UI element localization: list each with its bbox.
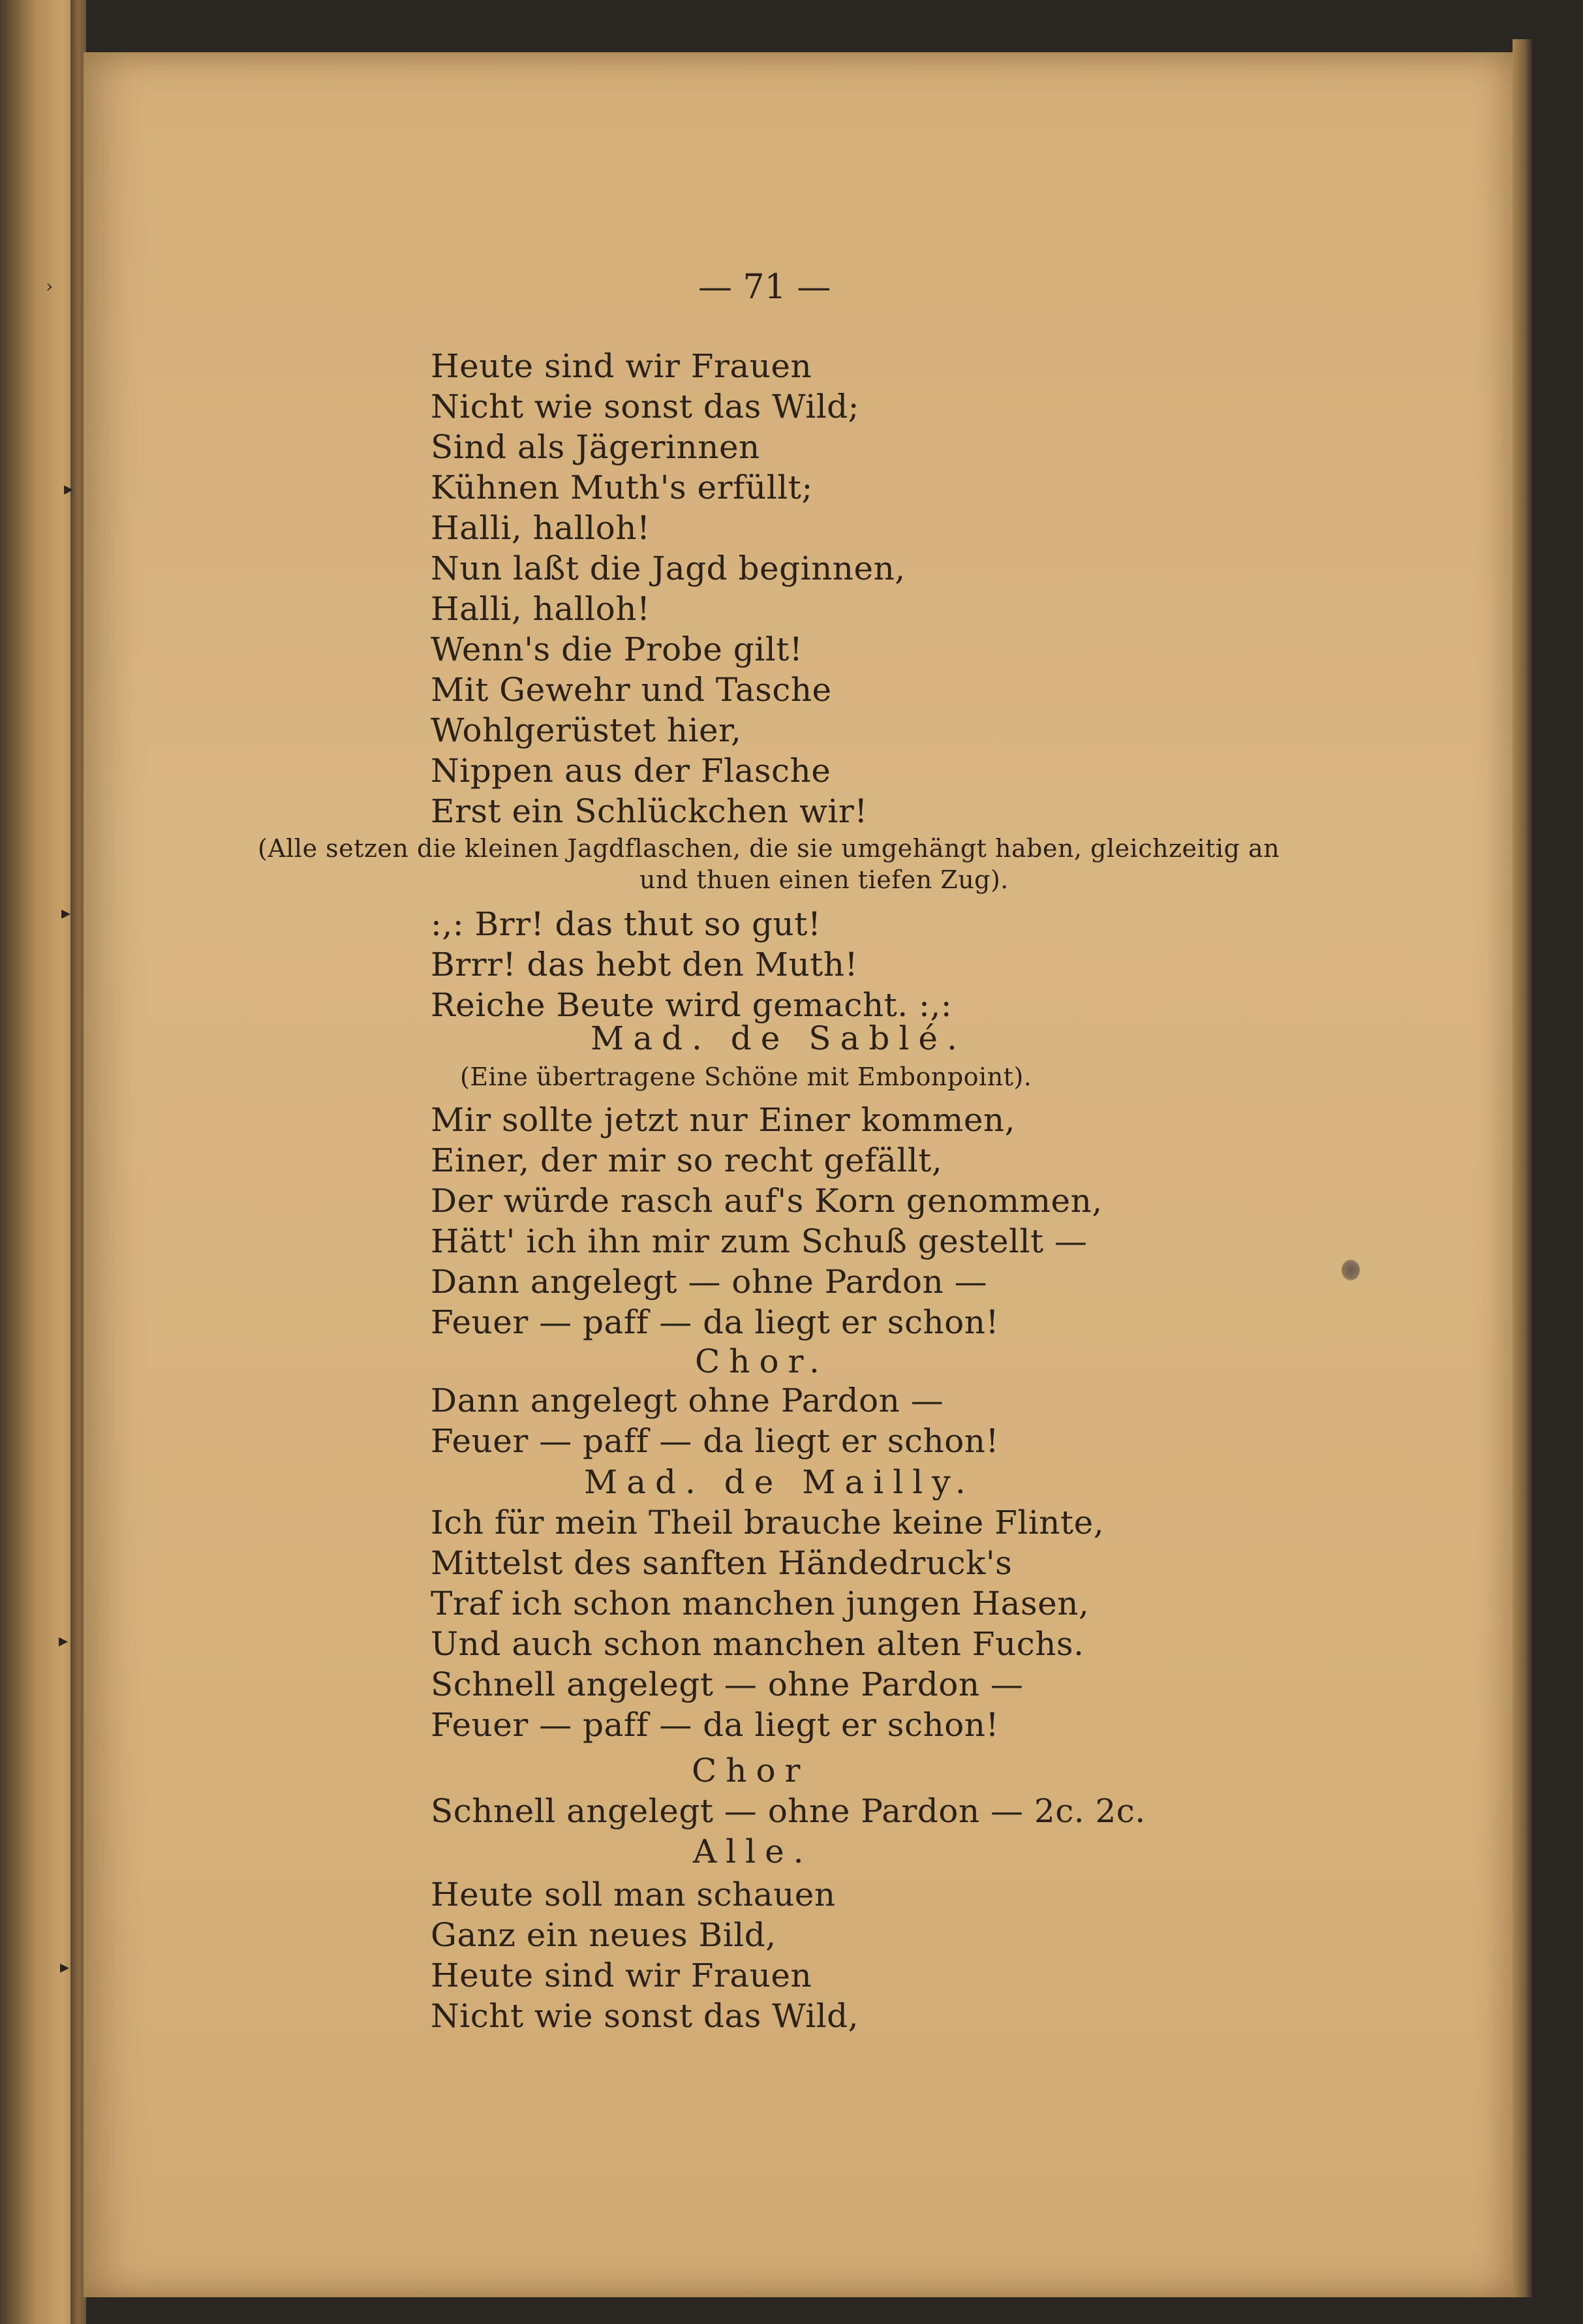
verse-line: Einer, der mir so recht gefällt, — [431, 1141, 943, 1179]
verse-line: Hätt' ich ihn mir zum Schuß gestellt — — [431, 1222, 1088, 1260]
verse-line: Wohlgerüstet hier, — [431, 711, 742, 749]
verse-line: Heute sind wir Frauen — [431, 347, 812, 385]
verse-line: Traf ich schon manchen jungen Hasen, — [431, 1585, 1090, 1622]
verse-line: Dann angelegt — ohne Pardon — — [431, 1263, 988, 1301]
verse-line: Feuer — paff — da liegt er schon! — [431, 1422, 1000, 1460]
verse-line: Heute soll man schauen — [431, 1876, 836, 1913]
margin-mark: ▸ — [59, 1630, 69, 1651]
verse-line: Halli, halloh! — [431, 590, 651, 628]
verse-line: :,: Brr! das thut so gut! — [431, 905, 822, 943]
margin-mark: ▸ — [61, 902, 71, 923]
character-note: (Eine übertragene Schöne mit Embonpoint). — [460, 1062, 1032, 1091]
margin-mark: ▸ — [60, 1956, 70, 1977]
stage-direction-line: und thuen einen tiefen Zug). — [639, 865, 1009, 894]
verse-line: Nicht wie sonst das Wild; — [431, 388, 860, 426]
verse-line: Schnell angelegt — ohne Pardon — — [431, 1666, 1024, 1703]
verse-line: Dann angelegt ohne Pardon — — [431, 1382, 944, 1419]
verse-line: Nun laßt die Jagd beginnen, — [431, 550, 906, 587]
speaker-heading: Mad. de Sablé. — [591, 1019, 966, 1057]
stage-direction-line: (Alle setzen die kleinen Jagdflaschen, die sie umgehängt haben, gleichzeitig an — [258, 834, 1280, 863]
speaker-heading: Alle. — [693, 1833, 813, 1870]
verse-line: Mittelst des sanften Händedruck's — [431, 1544, 1013, 1582]
verse-line: Reiche Beute wird gemacht. :,: — [431, 986, 953, 1024]
verse-line: Brrr! das hebt den Muth! — [431, 946, 859, 984]
verse-line: Feuer — paff — da liegt er schon! — [431, 1303, 1000, 1341]
verse-line: Ich für mein Theil brauche keine Flinte, — [431, 1504, 1105, 1542]
paper-stain — [1342, 1260, 1360, 1280]
margin-mark: › — [46, 275, 54, 297]
verse-line: Ganz ein neues Bild, — [431, 1916, 776, 1954]
margin-mark: ▸ — [64, 478, 74, 499]
verse-line: Schnell angelegt — ohne Pardon — 2c. 2c. — [431, 1792, 1146, 1830]
verse-line: Mir sollte jetzt nur Einer kommen, — [431, 1101, 1016, 1139]
verse-line: Mit Gewehr und Tasche — [431, 671, 832, 709]
verse-line: Feuer — paff — da liegt er schon! — [431, 1706, 1000, 1744]
verse-line: Der würde rasch auf's Korn genommen, — [431, 1182, 1103, 1220]
speaker-heading: Mad. de Mailly. — [584, 1463, 975, 1501]
chorus-heading: Chor. — [695, 1342, 829, 1380]
verse-line: Nicht wie sonst das Wild, — [431, 1997, 859, 2035]
verse-line: Heute sind wir Frauen — [431, 1957, 812, 1994]
verse-line: Kühnen Muth's erfüllt; — [431, 469, 813, 506]
verse-line: Nippen aus der Flasche — [431, 752, 831, 790]
verse-line: Und auch schon manchen alten Fuchs. — [431, 1625, 1084, 1663]
chorus-heading: Chor — [692, 1752, 810, 1789]
verse-line: Wenn's die Probe gilt! — [431, 630, 803, 668]
verse-line: Halli, halloh! — [431, 509, 651, 547]
page-edge-shadow — [1513, 39, 1532, 2297]
verse-line: Erst ein Schlückchen wir! — [431, 792, 868, 830]
page-number: — 71 — — [698, 268, 831, 307]
verse-line: Sind als Jägerinnen — [431, 428, 760, 466]
